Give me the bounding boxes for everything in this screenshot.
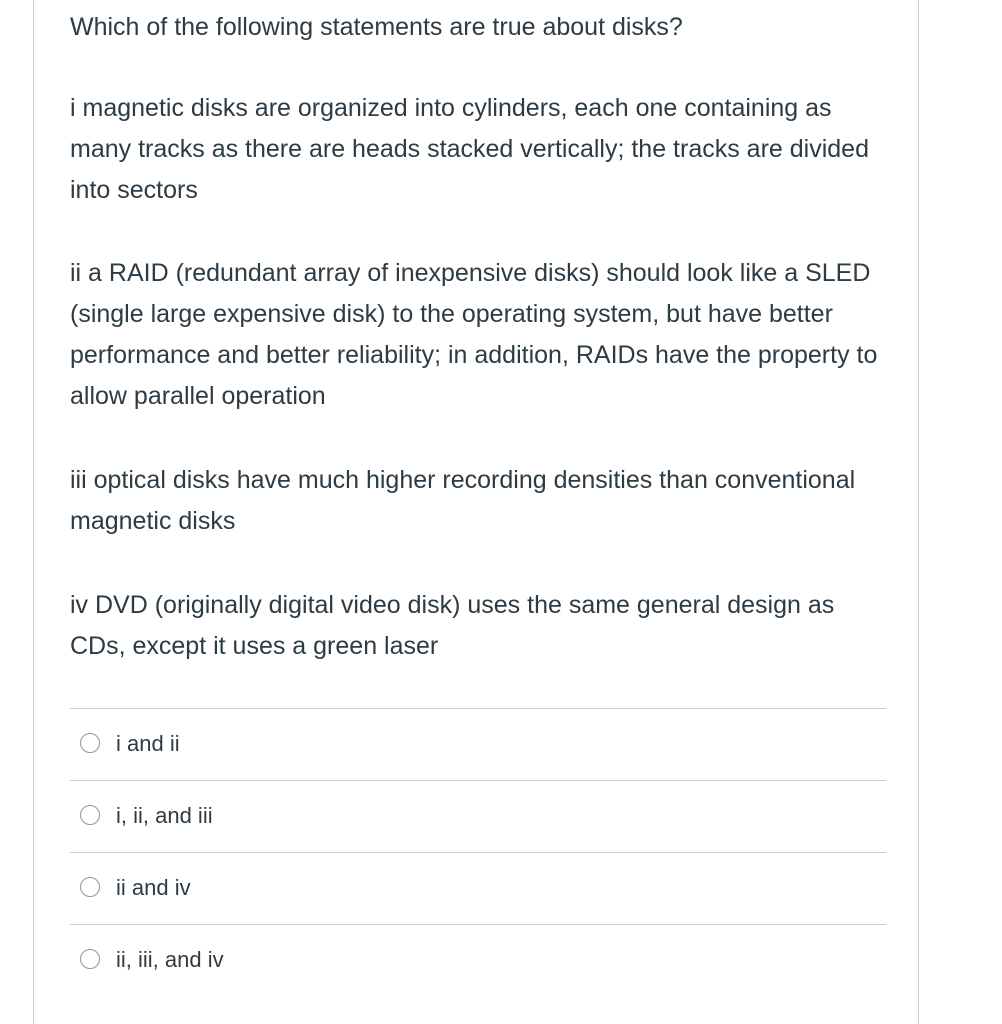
statement-iv: iv DVD (originally digital video disk) uses the same general design as CDs, except it uses a green laser xyxy=(70,591,835,660)
statement-iii: iii optical disks have much higher recording densities than conventional magnetic disks xyxy=(70,466,856,535)
question-card xyxy=(33,0,919,1024)
radio-button[interactable] xyxy=(80,877,100,897)
answer-option-3[interactable] xyxy=(70,852,886,924)
answer-label[interactable]: i and ii xyxy=(116,731,180,756)
statement-i: i magnetic disks are organized into cylinders, each one containing as many tracks as there are heads stacked vertically; the tracks are divided into sectors xyxy=(70,94,869,204)
answer-label[interactable]: ii, iii, and iv xyxy=(116,947,224,972)
answer-option-2[interactable] xyxy=(70,780,886,852)
radio-button[interactable] xyxy=(80,949,100,969)
radio-button[interactable] xyxy=(80,733,100,753)
answer-label[interactable]: ii and iv xyxy=(116,875,191,900)
statement-ii: ii a RAID (redundant array of inexpensive disks) should look like a SLED (single large expensive disk) to the operating system, but have better performance and better reliability; in addition, RAIDs have the property to allow parallel operation xyxy=(70,259,878,410)
answer-list xyxy=(70,708,886,996)
answer-option-1[interactable] xyxy=(70,708,886,780)
answer-option-4[interactable] xyxy=(70,924,886,996)
question-title: Which of the following statements are true about disks? xyxy=(70,13,683,41)
answer-label[interactable]: i, ii, and iii xyxy=(116,803,213,828)
radio-button[interactable] xyxy=(80,805,100,825)
